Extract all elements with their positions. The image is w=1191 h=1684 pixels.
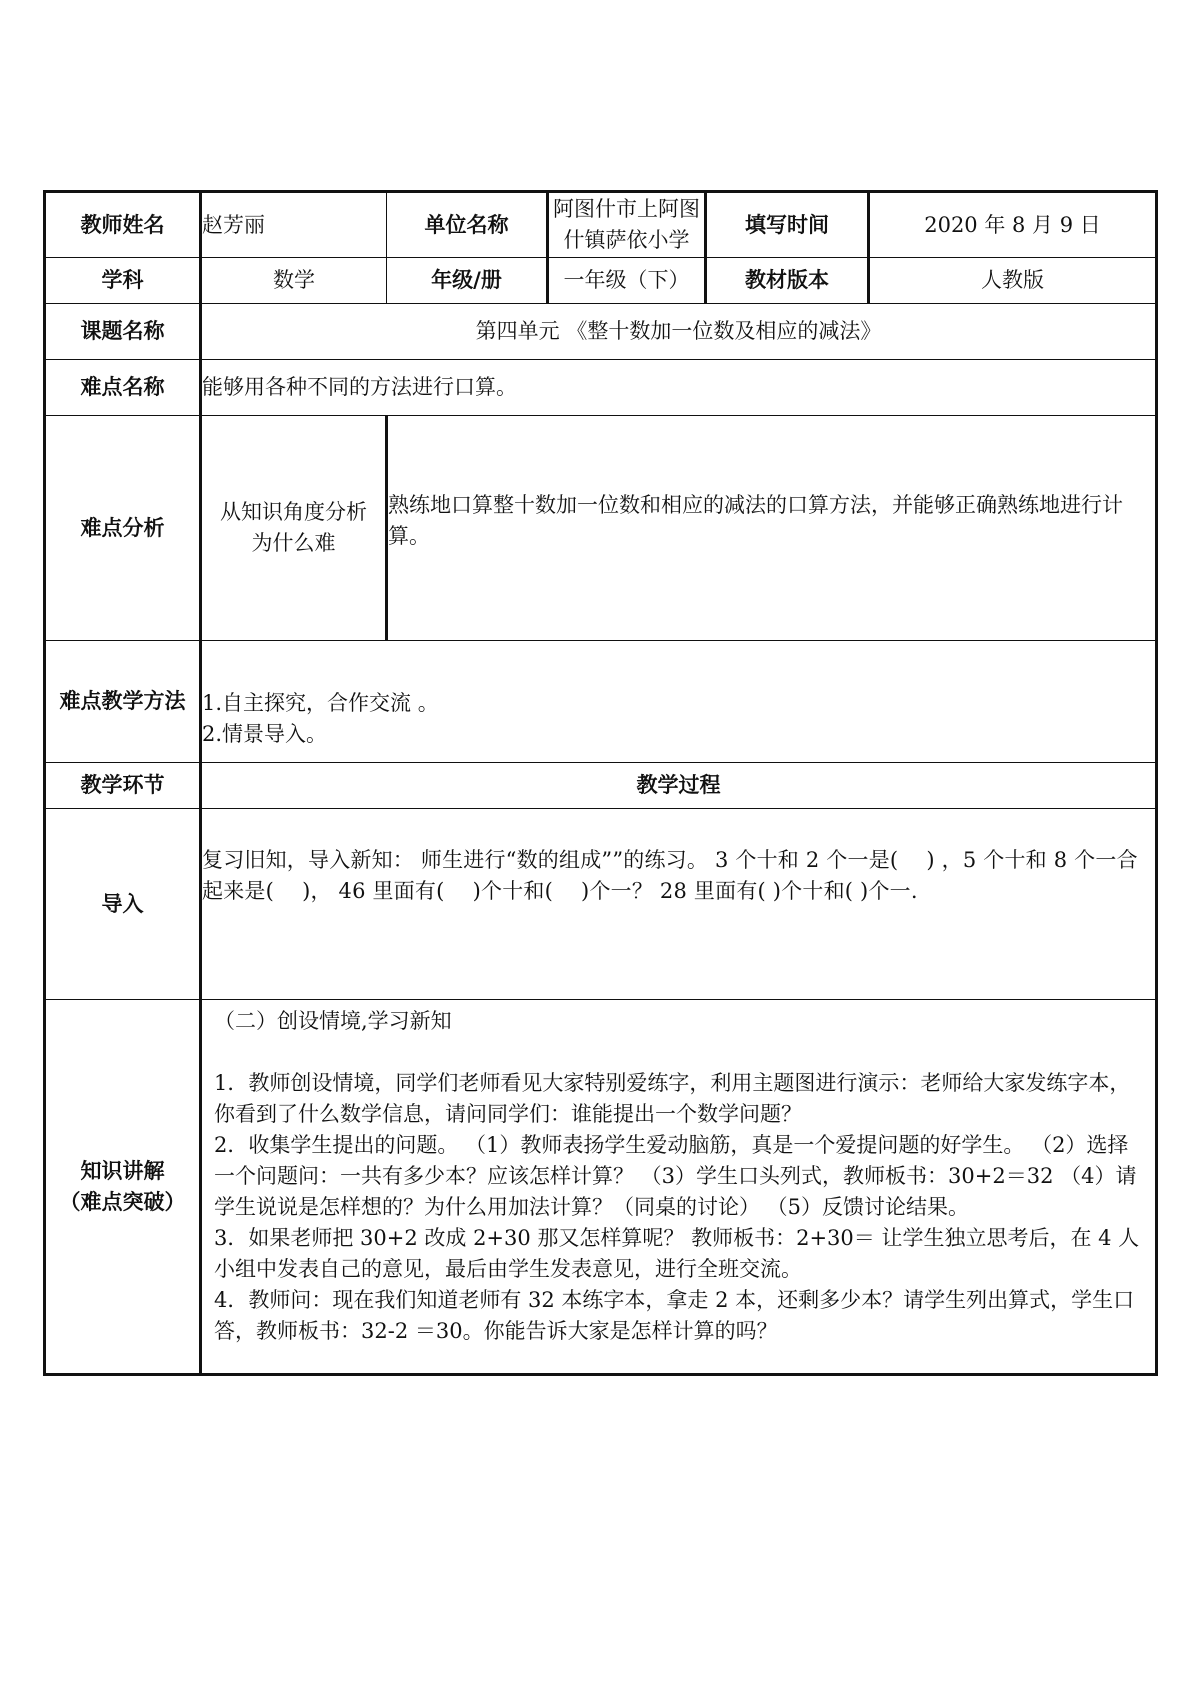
method-line-2: 2.情景导入。 <box>202 721 328 746</box>
method-value <box>201 641 1157 763</box>
difficulty-row <box>45 360 1157 416</box>
analysis-sublabel-line2: 为什么难 <box>251 531 336 555</box>
knowledge-paragraph-4: 4．教师问：现在我们知道老师有 32 本练字本，拿走 2 本，还剩多少本？请学生列出算式，学生口答，教师板书：32-2 ＝30。你能告诉大家是怎样计算的吗？ <box>214 1288 1135 1343</box>
unit-name-label: 单位名称 <box>387 192 548 258</box>
knowledge-heading: （二）创设情境,学习新知 <box>214 1009 452 1033</box>
edition-label: 教材版本 <box>706 258 869 304</box>
unit-name-line1: 阿图什市上阿图 <box>553 197 700 221</box>
subject-value: 数学 <box>201 258 387 304</box>
analysis-value: 熟练地口算整十数加一位数和相应的减法的口算方法，并能够正确熟练地进行计算。 <box>387 416 1157 641</box>
lesson-plan-table <box>43 190 1158 1376</box>
method-label: 难点教学方法 <box>45 641 201 763</box>
knowledge-label-line1: 知识讲解 <box>80 1158 165 1183</box>
intro-row <box>45 809 1157 1000</box>
knowledge-content <box>201 1000 1157 1375</box>
topic-label: 课题名称 <box>45 304 201 360</box>
edition-value: 人教版 <box>869 258 1157 304</box>
knowledge-row <box>45 1000 1157 1375</box>
intro-label: 导入 <box>45 809 201 1000</box>
unit-name-line2: 什镇萨依小学 <box>563 228 690 252</box>
analysis-label: 难点分析 <box>45 416 201 641</box>
fill-date-label: 填写时间 <box>706 192 869 258</box>
knowledge-label <box>45 1000 201 1375</box>
analysis-sublabel-line1: 从知识角度分析 <box>220 500 367 524</box>
difficulty-value: 能够用各种不同的方法进行口算。 <box>201 360 1157 416</box>
analysis-sublabel <box>201 416 387 641</box>
grade-label: 年级/册 <box>387 258 548 304</box>
process-header-row <box>45 763 1157 809</box>
subject-label: 学科 <box>45 258 201 304</box>
method-line-1: 1.自主探究，合作交流 。 <box>202 690 439 715</box>
process-header: 教学过程 <box>201 763 1157 809</box>
knowledge-label-line2: （难点突破） <box>59 1189 186 1214</box>
stage-header: 教学环节 <box>45 763 201 809</box>
intro-text: 复习旧知，导入新知： 师生进行“数的组成””的练习。 3 个十和 2 个一是( ) ，5 个十和 8 个一合起来是( )， 46 里面有( )个十和( )个一？ 28 里面有( )个十和( )个一. <box>201 809 1157 1000</box>
unit-name-value <box>548 192 706 258</box>
method-row <box>45 641 1157 763</box>
grade-value: 一年级（下） <box>548 258 706 304</box>
topic-row <box>45 304 1157 360</box>
subject-row <box>45 258 1157 304</box>
knowledge-paragraph-2: 2．收集学生提出的问题。 （1）教师表扬学生爱动脑筋，真是一个爱提问题的好学生。 （2）选择一个问题问：一共有多少本？应该怎样计算？ （3）学生口头列式，教师板书：30+2＝32 （4）请学生说说是怎样想的？为什么用加法计算？（同桌的讨论） （5）反馈讨论结果。 <box>214 1133 1137 1219</box>
difficulty-label: 难点名称 <box>45 360 201 416</box>
teacher-name-label: 教师姓名 <box>45 192 201 258</box>
topic-value: 第四单元 《整十数加一位数及相应的减法》 <box>201 304 1157 360</box>
teacher-name-value: 赵芳丽 <box>201 192 387 258</box>
knowledge-paragraph-3: 3．如果老师把 30+2 改成 2+30 那又怎样算呢？ 教师板书：2+30＝ 让学生独立思考后，在 4 人小组中发表自己的意见，最后由学生发表意见，进行全班交流。 <box>214 1226 1140 1281</box>
knowledge-paragraph-1: 1．教师创设情境，同学们老师看见大家特别爱练字，利用主题图进行演示：老师给大家发练字本，你看到了什么数学信息，请问同学们：谁能提出一个数学问题？ <box>214 1071 1131 1126</box>
knowledge-spacer <box>214 1037 1143 1068</box>
header-row <box>45 192 1157 258</box>
fill-date-value: 2020 年 8 月 9 日 <box>869 192 1157 258</box>
analysis-row <box>45 416 1157 641</box>
